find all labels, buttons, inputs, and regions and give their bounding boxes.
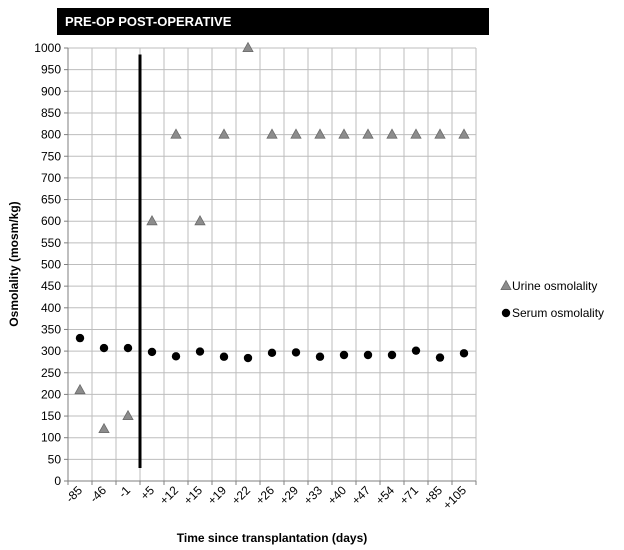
x-tick-label: +105 [440, 483, 470, 513]
y-tick-label: 300 [40, 344, 61, 359]
serum-osmolality-point [436, 353, 444, 361]
x-tick-label: +15 [180, 483, 206, 508]
y-tick-label: 50 [47, 452, 61, 467]
serum-osmolality-point [196, 347, 204, 355]
x-tick-label: +29 [276, 483, 302, 508]
x-tick-label: +33 [300, 483, 326, 508]
y-tick-label: 600 [40, 214, 61, 229]
serum-osmolality-point [220, 353, 228, 361]
y-tick-label: 150 [40, 409, 61, 424]
x-tick-label: +54 [372, 483, 398, 508]
x-tick-label: -1 [115, 483, 134, 501]
serum-osmolality-point [148, 348, 156, 356]
y-tick-label: 500 [40, 257, 61, 272]
urine-osmolality-point [171, 129, 181, 138]
y-tick-label: 550 [40, 235, 61, 250]
urine-osmolality-point [291, 129, 301, 138]
legend-label: Urine osmolality [512, 279, 598, 293]
serum-osmolality-point [364, 351, 372, 359]
urine-osmolality-point [243, 43, 253, 52]
urine-osmolality-point [411, 129, 421, 138]
y-tick-label: 0 [54, 474, 61, 488]
y-tick-label: 400 [40, 300, 61, 315]
urine-osmolality-point [123, 411, 133, 420]
urine-osmolality-point [387, 129, 397, 138]
urine-osmolality-point [267, 129, 277, 138]
urine-osmolality-point [219, 129, 229, 138]
x-axis-title: Time since transplantation (days) [176, 531, 368, 545]
y-tick-label: 800 [40, 127, 61, 142]
data-points [75, 43, 469, 433]
axes [34, 41, 476, 512]
x-tick-label: +22 [228, 483, 254, 508]
y-tick-label: 650 [40, 192, 61, 207]
urine-osmolality-point [147, 216, 157, 225]
y-tick-label: 700 [40, 170, 61, 185]
urine-osmolality-point [459, 129, 469, 138]
x-tick-label: +40 [324, 483, 350, 508]
serum-osmolality-point [124, 344, 132, 352]
urine-osmolality-point [363, 129, 373, 138]
y-tick-label: 450 [40, 279, 61, 294]
serum-osmolality-point [76, 334, 84, 342]
legend-urine-marker [501, 281, 511, 290]
y-tick-label: 850 [40, 105, 61, 120]
urine-osmolality-point [99, 424, 109, 433]
chart-title: PRE-OP POST-OPERATIVE [65, 14, 232, 29]
y-tick-label: 950 [40, 62, 61, 77]
legend-serum-marker [502, 309, 510, 317]
serum-osmolality-point [292, 348, 300, 356]
serum-osmolality-point [316, 353, 324, 361]
urine-osmolality-point [339, 129, 349, 138]
x-tick-label: +19 [204, 483, 230, 508]
serum-osmolality-point [244, 354, 252, 362]
y-tick-label: 750 [40, 149, 61, 164]
serum-osmolality-point [460, 349, 468, 357]
serum-osmolality-point [412, 346, 420, 354]
y-tick-label: 900 [40, 84, 61, 99]
x-tick-label: +26 [252, 483, 278, 508]
x-tick-label: +5 [137, 483, 158, 503]
y-tick-label: 1000 [34, 41, 61, 55]
urine-osmolality-point [435, 129, 445, 138]
x-tick-label: +12 [156, 483, 182, 508]
x-tick-label: -85 [62, 483, 86, 506]
legend-label: Serum osmolality [512, 306, 605, 320]
serum-osmolality-point [100, 344, 108, 352]
x-tick-label: +85 [420, 483, 446, 508]
legend [501, 279, 604, 320]
x-tick-label: -46 [86, 483, 110, 506]
serum-osmolality-point [172, 352, 180, 360]
y-tick-label: 350 [40, 322, 61, 337]
x-tick-label: +71 [396, 483, 422, 508]
y-tick-label: 250 [40, 365, 61, 380]
y-axis-title: Osmolality (mosm/kg) [7, 201, 21, 327]
y-tick-label: 100 [40, 430, 61, 445]
serum-osmolality-point [388, 351, 396, 359]
urine-osmolality-point [315, 129, 325, 138]
serum-osmolality-point [268, 349, 276, 357]
urine-osmolality-point [195, 216, 205, 225]
y-tick-label: 200 [40, 387, 61, 402]
x-tick-label: +47 [348, 483, 374, 508]
urine-osmolality-point [75, 385, 85, 394]
serum-osmolality-point [340, 351, 348, 359]
